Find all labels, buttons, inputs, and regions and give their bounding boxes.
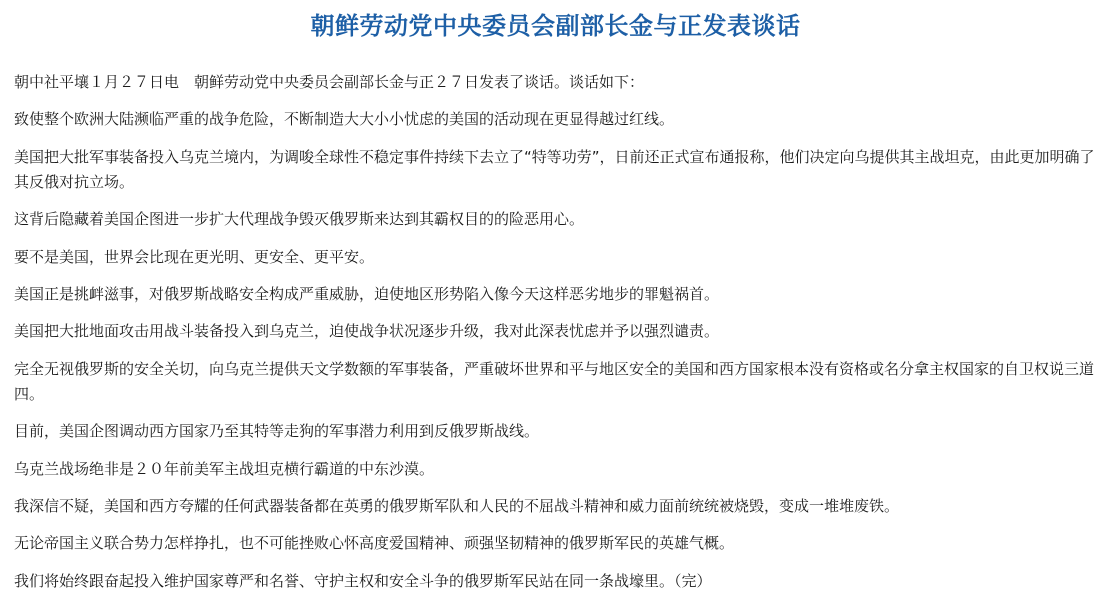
article-title: 朝鲜劳动党中央委员会副部长金与正发表谈话 [310, 12, 801, 40]
paragraph: 无论帝国主义联合势力怎样挣扎，也不可能挫败心怀高度爱国精神、顽强坚韧精神的俄罗斯军民的英雄气概。 [14, 534, 735, 553]
paragraph: 乌克兰战场绝非是２０年前美军主战坦克横行霸道的中东沙漠。 [14, 459, 435, 478]
paragraph: 这背后隐藏着美国企图进一步扩大代理战争毁灭俄罗斯来达到其霸权目的的险恶用心。 [14, 210, 585, 229]
paragraph: 致使整个欧洲大陆濒临严重的战争危险，不断制造大大小小忧虑的美国的活动现在更显得越过红线。 [14, 110, 675, 129]
paragraph: 目前，美国企图调动西方国家乃至其特等走狗的军事潜力利用到反俄罗斯战线。 [14, 422, 540, 441]
paragraph: 我深信不疑，美国和西方夸耀的任何武器装备都在英勇的俄罗斯军队和人民的不屈战斗精神和威力面前统统被烧毁，变成一堆堆废铁。 [14, 496, 900, 515]
paragraph: 美国正是挑衅滋事，对俄罗斯战略安全构成严重威胁，迫使地区形势陷入像今天这样恶劣地步的罪魁祸首。 [14, 284, 720, 303]
paragraph: 完全无视俄罗斯的安全关切，向乌克兰提供天文学数额的军事装备，严重破坏世界和平与地区安全的美国和西方国家根本没有资格或名分拿主权国家的自卫权说三道四。 [14, 359, 1095, 403]
paragraph-dateline: 朝中社平壤１月２７日电 朝鲜劳动党中央委员会副部长金与正２７日发表了谈话。谈话如下： [14, 73, 645, 91]
paragraph: 美国把大批地面攻击用战斗装备投入到乌克兰，迫使战争状况逐步升级，我对此深表忧虑并予以强烈谴责。 [14, 322, 720, 341]
article-body [14, 70, 1097, 594]
paragraph: 美国把大批军事装备投入乌克兰境内，为调唆全球性不稳定事件持续下去立了“特等功劳”，日前还正式宣布通报称，他们决定向乌提供其主战坦克，由此更加明确了其反俄对抗立场。 [14, 147, 1095, 191]
paragraph: 要不是美国，世界会比现在更光明、更安全、更平安。 [14, 247, 375, 266]
paragraph-closing: 我们将始终跟奋起投入维护国家尊严和名誉、守护主权和安全斗争的俄罗斯军民站在同一条战壕里。（完） [14, 571, 712, 590]
